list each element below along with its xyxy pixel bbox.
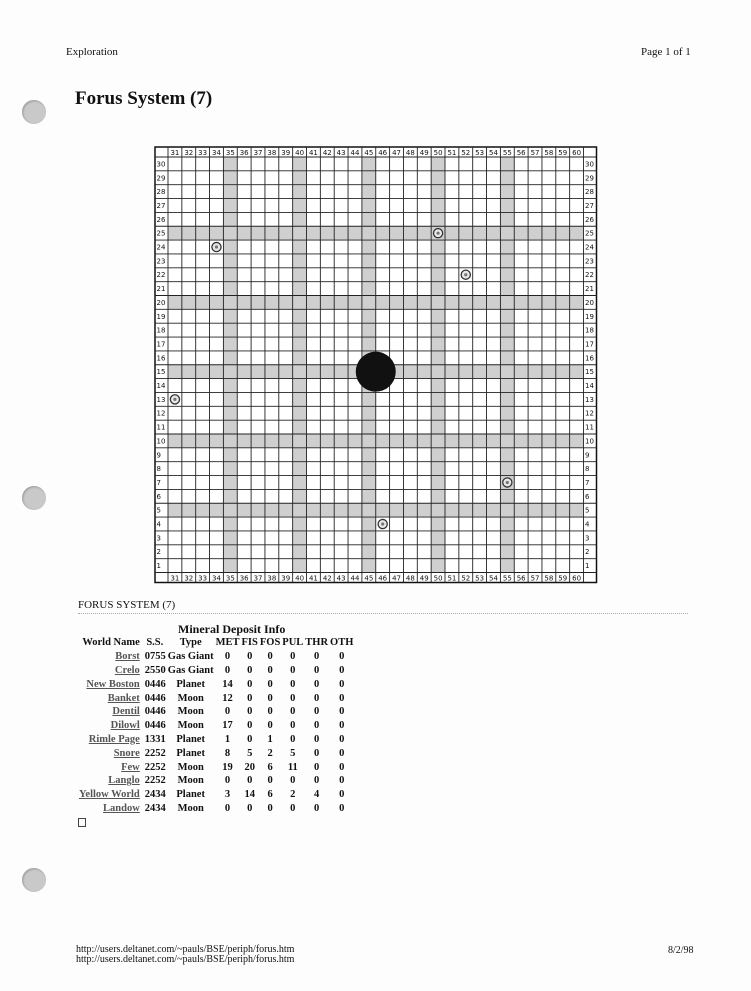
column-label-bottom: 33 — [198, 574, 208, 583]
world-name-link[interactable]: Landow — [103, 802, 140, 814]
column-label-bottom: 34 — [212, 574, 221, 583]
table-row — [78, 664, 354, 678]
row-label-right: 9 — [585, 451, 590, 460]
row-label-left: 3 — [156, 534, 161, 543]
table-cell: 0 — [314, 802, 320, 814]
table-row — [78, 788, 354, 802]
row-label-right: 24 — [585, 243, 594, 252]
row-label-left: 28 — [156, 188, 166, 197]
row-label-left: 4 — [156, 520, 161, 529]
table-cell: 14 — [244, 789, 255, 801]
binder-hole-middle — [22, 486, 46, 510]
world-name-cell — [78, 802, 143, 816]
table-cell: 0 — [247, 720, 253, 732]
row-label-right: 16 — [585, 354, 594, 363]
column-label-top: 43 — [336, 149, 346, 157]
world-name-link[interactable]: Few — [121, 761, 140, 773]
world-name-link[interactable]: Dilowl — [110, 720, 140, 732]
table-cell: 0 — [247, 706, 253, 718]
table-cell: 0 — [314, 733, 320, 745]
table-cell: 0 — [314, 761, 320, 773]
row-label-left: 9 — [156, 451, 161, 460]
table-cell: 0 — [314, 775, 320, 787]
column-label-bottom: 40 — [295, 574, 305, 583]
row-label-left: 25 — [156, 229, 166, 238]
world-icon-core — [436, 232, 439, 235]
column-label-bottom: 53 — [475, 574, 485, 583]
table-cell: 4 — [314, 789, 320, 801]
row-label-left: 12 — [156, 409, 166, 418]
column-label-top: 33 — [198, 149, 208, 157]
column-label-bottom: 50 — [433, 574, 443, 583]
table-header-cell: MET — [215, 637, 240, 649]
column-label-bottom: 46 — [378, 574, 388, 583]
world-name-link[interactable]: Snore — [113, 747, 140, 759]
table-cell: 1 — [267, 733, 273, 745]
table-cell: Planet — [176, 747, 205, 759]
row-label-left: 27 — [156, 201, 166, 210]
table-header-row — [78, 636, 354, 650]
table-cell: 0 — [247, 802, 253, 814]
world-name-cell — [78, 705, 143, 719]
row-label-right: 14 — [585, 382, 594, 391]
row-label-right: 11 — [585, 423, 594, 432]
column-label-top: 32 — [184, 149, 194, 157]
row-label-left: 20 — [156, 298, 166, 307]
table-cell: 6 — [267, 761, 273, 773]
table-cell: 2434 — [144, 802, 166, 814]
world-name-cell — [78, 664, 143, 678]
table-row — [78, 760, 354, 774]
row-label-left: 13 — [156, 395, 166, 404]
row-label-left: 30 — [156, 160, 166, 169]
row-label-left: 21 — [156, 285, 166, 294]
table-cell: 0 — [267, 678, 273, 690]
column-label-bottom: 38 — [267, 574, 277, 583]
table-cell: 0 — [290, 706, 296, 718]
row-label-right: 19 — [585, 312, 594, 321]
table-cell: 0755 — [144, 651, 166, 663]
row-label-right: 18 — [585, 326, 594, 335]
table-title: Mineral Deposit Info — [178, 622, 286, 636]
table-row — [78, 774, 354, 788]
table-header-cell: THR — [305, 637, 329, 649]
column-label-bottom: 47 — [392, 574, 401, 583]
world-name-link[interactable]: Yellow World — [79, 789, 140, 801]
table-cell: 0 — [247, 775, 253, 787]
world-icon-core — [381, 522, 384, 525]
table-cell: 17 — [222, 720, 233, 732]
row-label-right: 20 — [585, 298, 594, 307]
table-cell: 11 — [287, 761, 298, 773]
row-label-right: 30 — [585, 160, 594, 169]
column-label-bottom: 56 — [516, 574, 526, 583]
column-label-bottom: 54 — [489, 574, 498, 583]
table-cell: 0 — [339, 761, 345, 773]
column-label-top: 47 — [392, 149, 401, 157]
row-label-left: 7 — [156, 478, 161, 487]
table-cell: 0 — [339, 747, 345, 759]
row-label-right: 21 — [585, 285, 594, 294]
world-name-cell — [78, 774, 143, 788]
column-label-top: 54 — [489, 149, 498, 157]
column-label-top: 38 — [267, 149, 277, 157]
world-name-cell — [78, 677, 143, 691]
table-header-cell: FOS — [259, 637, 281, 649]
table-cell: 0 — [339, 706, 345, 718]
table-cell: 0 — [224, 802, 231, 814]
row-label-left: 1 — [156, 562, 161, 571]
row-label-right: 8 — [585, 465, 590, 474]
column-label-top: 48 — [405, 149, 415, 157]
table-cell: 0446 — [144, 678, 166, 690]
table-cell: 0 — [339, 692, 345, 704]
world-icon-core — [215, 245, 218, 248]
table-cell: 0 — [224, 775, 231, 787]
row-label-right: 25 — [585, 229, 594, 238]
table-cell: 0 — [339, 733, 345, 745]
world-name-link[interactable]: Borst — [115, 651, 140, 663]
column-label-top: 52 — [461, 149, 471, 157]
page-title: Forus System (7) — [75, 88, 213, 109]
table-header-cell: S.S. — [146, 637, 164, 649]
column-label-bottom: 51 — [447, 574, 457, 583]
column-label-top: 51 — [447, 149, 457, 157]
column-label-top: 44 — [350, 149, 360, 157]
row-label-right: 15 — [585, 368, 594, 377]
table-cell: 0 — [267, 651, 273, 663]
table-row — [78, 650, 354, 664]
table-cell: 0 — [339, 775, 345, 787]
row-label-left: 23 — [156, 257, 166, 266]
column-label-bottom: 42 — [322, 574, 332, 583]
row-label-left: 16 — [156, 354, 166, 363]
table-cell: Gas Giant — [167, 664, 214, 676]
column-label-top: 42 — [322, 149, 332, 157]
system-caption: FORUS SYSTEM (7) — [78, 599, 176, 611]
header-section-label: Exploration — [66, 46, 118, 58]
empty-checkbox-glyph — [78, 818, 86, 827]
table-cell: 0 — [290, 802, 296, 814]
row-label-left: 14 — [156, 382, 166, 391]
row-label-left: 18 — [156, 326, 166, 335]
column-label-bottom: 35 — [225, 574, 235, 583]
column-label-bottom: 57 — [530, 574, 540, 583]
row-label-right: 1 — [585, 562, 590, 571]
table-cell: 2550 — [144, 664, 166, 676]
table-row — [78, 733, 354, 747]
column-label-top: 46 — [378, 149, 388, 157]
world-name-cell — [78, 691, 143, 705]
divider — [78, 613, 688, 614]
column-label-bottom: 32 — [184, 574, 194, 583]
table-cell: 2 — [267, 747, 273, 759]
row-label-right: 10 — [585, 437, 594, 446]
row-label-right: 2 — [585, 548, 590, 557]
binder-hole-bottom — [22, 868, 46, 892]
table-cell: 0 — [290, 720, 296, 732]
row-label-right: 5 — [585, 506, 590, 515]
column-label-bottom: 55 — [502, 574, 512, 583]
row-label-left: 19 — [156, 312, 166, 321]
column-label-bottom: 31 — [170, 574, 180, 583]
table-cell: 0 — [247, 678, 253, 690]
column-label-top: 34 — [212, 149, 221, 157]
table-cell: 0 — [247, 733, 253, 745]
table-cell: 0 — [314, 651, 320, 663]
table-cell: Moon — [177, 761, 204, 773]
column-label-bottom: 60 — [572, 574, 582, 583]
row-label-left: 15 — [156, 368, 166, 377]
table-row — [78, 705, 354, 719]
table-cell: 0 — [314, 720, 320, 732]
mineral-deposit-table — [78, 636, 354, 815]
table-cell: 5 — [247, 747, 253, 759]
column-label-bottom: 49 — [419, 574, 429, 583]
world-icon-core — [464, 273, 467, 276]
table-cell: 0 — [339, 720, 345, 732]
table-cell: 0 — [247, 692, 253, 704]
table-cell: 0 — [224, 664, 231, 676]
table-cell: 8 — [224, 747, 231, 759]
column-label-top: 50 — [433, 149, 443, 157]
table-cell: Gas Giant — [167, 651, 214, 663]
column-label-top: 49 — [419, 149, 429, 157]
column-label-bottom: 48 — [405, 574, 415, 583]
table-cell: 0446 — [144, 692, 166, 704]
column-label-top: 53 — [475, 149, 485, 157]
table-cell: 2252 — [144, 761, 166, 773]
world-icon-core — [506, 481, 509, 484]
world-name-link[interactable]: Dentil — [112, 706, 140, 718]
table-cell: Moon — [177, 720, 204, 732]
table-header-cell: FIS — [241, 637, 258, 649]
table-cell: 0 — [267, 775, 273, 787]
table-cell: 0 — [314, 747, 320, 759]
world-name-cell — [78, 760, 143, 774]
world-name-link[interactable]: Rimle Page — [88, 733, 140, 745]
world-name-link[interactable]: Banket — [107, 692, 140, 704]
world-icon-core — [173, 398, 176, 401]
row-label-right: 17 — [585, 340, 594, 349]
world-name-cell — [78, 746, 143, 760]
row-label-left: 10 — [156, 437, 166, 446]
row-label-left: 2 — [156, 548, 161, 557]
column-label-bottom: 41 — [308, 574, 318, 583]
row-label-left: 6 — [156, 492, 161, 501]
column-label-top: 31 — [170, 149, 180, 157]
table-row — [78, 677, 354, 691]
table-cell: 14 — [222, 678, 233, 690]
table-cell: 6 — [267, 789, 273, 801]
table-cell: 19 — [222, 761, 233, 773]
table-cell: 0 — [290, 692, 296, 704]
row-label-right: 28 — [585, 188, 594, 197]
world-name-link[interactable]: New Boston — [86, 678, 140, 690]
table-cell: 0 — [290, 733, 296, 745]
table-cell: 0 — [290, 678, 296, 690]
table-cell: 0 — [267, 706, 273, 718]
table-cell: Planet — [176, 789, 205, 801]
table-cell: Moon — [177, 692, 204, 704]
table-cell: 20 — [244, 761, 255, 773]
column-label-top: 36 — [239, 149, 249, 157]
table-cell: 0 — [267, 802, 273, 814]
table-header-cell: Type — [179, 637, 202, 649]
row-label-right: 23 — [585, 257, 594, 266]
table-cell: 1 — [224, 733, 231, 745]
table-cell: 0 — [224, 706, 231, 718]
row-label-left: 26 — [156, 215, 166, 224]
row-label-left: 17 — [156, 340, 166, 349]
table-cell: 0 — [247, 651, 253, 663]
table-cell: 0 — [339, 664, 345, 676]
table-cell: 0 — [290, 775, 296, 787]
column-label-top: 45 — [364, 149, 374, 157]
table-cell: Moon — [177, 706, 204, 718]
binder-hole-top — [22, 100, 46, 124]
column-label-top: 60 — [572, 149, 582, 157]
table-cell: 0 — [290, 651, 296, 663]
footer-url-duplicate: http://users.deltanet.com/~pauls/BSE/periph/forus.htm — [76, 954, 295, 965]
row-label-right: 6 — [585, 492, 590, 501]
table-cell: Moon — [177, 775, 204, 787]
table-cell: 3 — [224, 789, 231, 801]
column-label-top: 55 — [502, 149, 512, 157]
table-cell: 0446 — [144, 706, 166, 718]
row-label-left: 24 — [156, 243, 166, 252]
column-label-bottom: 45 — [364, 574, 374, 583]
world-name-link[interactable]: Langlo — [108, 775, 140, 787]
table-cell: 5 — [290, 747, 296, 759]
column-label-bottom: 59 — [558, 574, 568, 583]
column-label-top: 58 — [544, 149, 554, 157]
table-cell: 2252 — [144, 747, 166, 759]
column-label-bottom: 37 — [253, 574, 263, 583]
world-name-cell — [78, 788, 143, 802]
row-label-right: 7 — [585, 478, 590, 487]
system-map — [150, 143, 594, 583]
table-header-cell: PUL — [282, 637, 304, 649]
world-name-cell — [78, 650, 143, 664]
column-label-bottom: 44 — [350, 574, 360, 583]
column-label-bottom: 43 — [336, 574, 346, 583]
world-name-link[interactable]: Crelo — [114, 664, 140, 676]
row-label-right: 27 — [585, 201, 594, 210]
row-label-left: 11 — [156, 423, 166, 432]
row-label-left: 8 — [156, 465, 161, 474]
column-label-top: 37 — [253, 149, 263, 157]
row-label-right: 13 — [585, 395, 594, 404]
table-header-cell: World Name — [82, 637, 140, 649]
column-label-top: 35 — [225, 149, 235, 157]
column-label-top: 59 — [558, 149, 568, 157]
header-page-number: Page 1 of 1 — [641, 46, 691, 58]
table-cell: 0 — [314, 706, 320, 718]
table-cell: Planet — [176, 733, 205, 745]
column-label-bottom: 39 — [281, 574, 291, 583]
row-label-right: 4 — [585, 520, 590, 529]
row-label-right: 29 — [585, 174, 594, 183]
table-row — [78, 746, 354, 760]
table-cell: 0446 — [144, 720, 166, 732]
table-cell: 0 — [339, 789, 345, 801]
table-cell: 2 — [290, 789, 296, 801]
row-label-right: 26 — [585, 215, 594, 224]
table-cell: 0 — [339, 651, 345, 663]
table-cell: 0 — [339, 802, 345, 814]
table-row — [78, 719, 354, 733]
table-row — [78, 802, 354, 816]
table-cell: 0 — [314, 692, 320, 704]
world-name-cell — [78, 733, 143, 747]
table-header-cell: OTH — [330, 637, 354, 649]
table-cell: 0 — [314, 664, 320, 676]
column-label-bottom: 52 — [461, 574, 471, 583]
table-cell: 0 — [267, 664, 273, 676]
table-cell: Moon — [177, 802, 204, 814]
table-cell: 0 — [267, 692, 273, 704]
column-label-bottom: 58 — [544, 574, 554, 583]
row-label-right: 12 — [585, 409, 594, 418]
table-cell: 0 — [314, 678, 320, 690]
table-cell: 0 — [267, 720, 273, 732]
star-icon — [356, 352, 396, 392]
footer-date: 8/2/98 — [668, 945, 694, 956]
column-label-top: 41 — [308, 149, 318, 157]
table-cell: 0 — [247, 664, 253, 676]
column-label-bottom: 36 — [239, 574, 249, 583]
column-label-top: 39 — [281, 149, 291, 157]
row-label-left: 5 — [156, 506, 161, 515]
row-label-right: 22 — [585, 271, 594, 280]
row-label-left: 29 — [156, 174, 166, 183]
table-cell: 0 — [224, 651, 231, 663]
table-cell: 0 — [290, 664, 296, 676]
table-cell: 0 — [339, 678, 345, 690]
table-cell: Planet — [176, 678, 205, 690]
row-label-right: 3 — [585, 534, 590, 543]
table-cell: 2252 — [144, 775, 166, 787]
table-cell: 12 — [222, 692, 233, 704]
column-label-top: 57 — [530, 149, 540, 157]
footer-url: http://users.deltanet.com/~pauls/BSE/periph/forus.htm — [76, 944, 295, 955]
column-label-top: 40 — [295, 149, 305, 157]
table-cell: 2434 — [144, 789, 166, 801]
column-label-top: 56 — [516, 149, 526, 157]
table-row — [78, 691, 354, 705]
row-label-left: 22 — [156, 271, 166, 280]
world-name-cell — [78, 719, 143, 733]
table-cell: 1331 — [144, 733, 166, 745]
